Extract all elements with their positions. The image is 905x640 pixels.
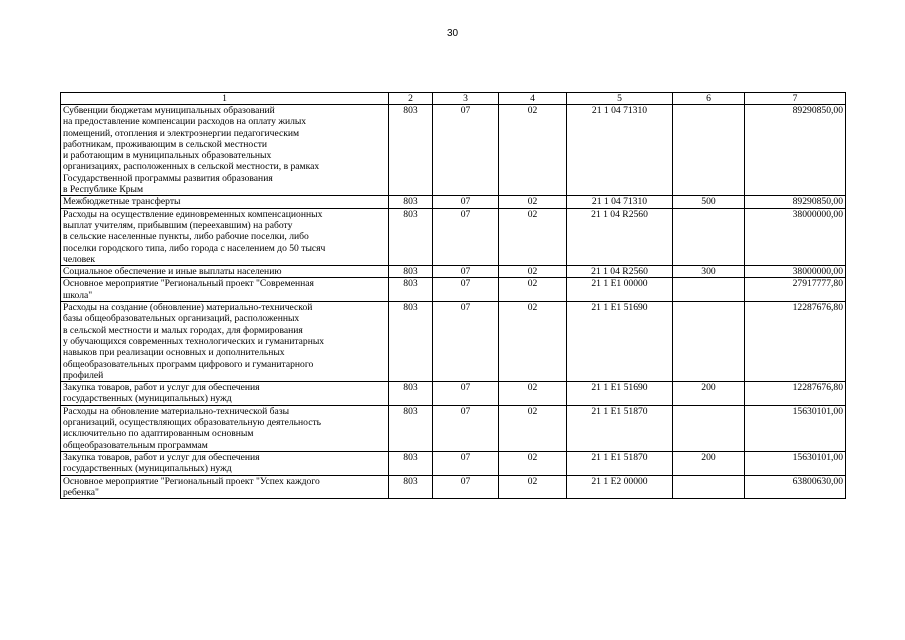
row-target-article: 21 1 04 71310: [567, 196, 673, 208]
row-ministry-code: 803: [389, 405, 433, 451]
row-subsection-code: 02: [499, 208, 567, 265]
row-target-article: 21 1 E1 51690: [567, 382, 673, 406]
row-target-article: 21 1 E1 00000: [567, 278, 673, 302]
row-section-code: 07: [433, 302, 499, 382]
row-section-code: 07: [433, 451, 499, 475]
row-amount: 63800630,00: [745, 475, 846, 499]
row-subsection-code: 02: [499, 451, 567, 475]
row-section-code: 07: [433, 475, 499, 499]
column-header-3: 3: [433, 93, 499, 105]
column-header-4: 4: [499, 93, 567, 105]
row-target-article: 21 1 04 R2560: [567, 208, 673, 265]
row-ministry-code: 803: [389, 105, 433, 196]
row-name: Закупка товаров, работ и услуг для обеспечения государственных (муниципальных) нужд: [61, 451, 389, 475]
row-ministry-code: 803: [389, 208, 433, 265]
row-section-code: 07: [433, 405, 499, 451]
row-expense-type: [673, 208, 745, 265]
row-name: Социальное обеспечение и иные выплаты населению: [61, 266, 389, 278]
budget-table: [60, 92, 846, 499]
table-row: [61, 266, 846, 278]
table-row: [61, 196, 846, 208]
row-name: Закупка товаров, работ и услуг для обеспечения государственных (муниципальных) нужд: [61, 382, 389, 406]
row-amount: 89290850,00: [745, 105, 846, 196]
table-body: [61, 105, 846, 499]
row-subsection-code: 02: [499, 196, 567, 208]
column-header-5: 5: [567, 93, 673, 105]
page-number: 30: [446, 28, 459, 39]
row-ministry-code: 803: [389, 302, 433, 382]
row-ministry-code: 803: [389, 196, 433, 208]
column-header-7: 7: [745, 93, 846, 105]
table-row: [61, 475, 846, 499]
row-name: Субвенции бюджетам муниципальных образований на предоставление компенсации расходов на оплату жилых помещений, отопления и электроэнергии педагогическим работникам, проживающим в сельской местности и работающим в муниципальных образовательных организациях, расположенных в сельской местности, в рамках Государственной программы развития образования в Республике Крым: [61, 105, 389, 196]
table-row: [61, 302, 846, 382]
row-subsection-code: 02: [499, 105, 567, 196]
row-expense-type: [673, 278, 745, 302]
row-section-code: 07: [433, 278, 499, 302]
table-header-row: [61, 93, 846, 105]
row-section-code: 07: [433, 382, 499, 406]
table-row: [61, 208, 846, 265]
column-header-2: 2: [389, 93, 433, 105]
row-expense-type: 300: [673, 266, 745, 278]
row-ministry-code: 803: [389, 382, 433, 406]
row-amount: 38000000,00: [745, 208, 846, 265]
row-name: Межбюджетные трансферты: [61, 196, 389, 208]
row-expense-type: 200: [673, 382, 745, 406]
row-subsection-code: 02: [499, 302, 567, 382]
row-subsection-code: 02: [499, 405, 567, 451]
row-amount: 89290850,00: [745, 196, 846, 208]
row-ministry-code: 803: [389, 278, 433, 302]
row-section-code: 07: [433, 196, 499, 208]
row-ministry-code: 803: [389, 475, 433, 499]
row-target-article: 21 1 E2 00000: [567, 475, 673, 499]
row-target-article: 21 1 E1 51870: [567, 451, 673, 475]
table-row: [61, 278, 846, 302]
row-amount: 38000000,00: [745, 266, 846, 278]
row-expense-type: [673, 475, 745, 499]
row-amount: 12287676,80: [745, 382, 846, 406]
row-ministry-code: 803: [389, 451, 433, 475]
row-target-article: 21 1 04 71310: [567, 105, 673, 196]
row-target-article: 21 1 E1 51690: [567, 302, 673, 382]
row-section-code: 07: [433, 266, 499, 278]
row-subsection-code: 02: [499, 475, 567, 499]
row-subsection-code: 02: [499, 278, 567, 302]
row-expense-type: 200: [673, 451, 745, 475]
row-name: Основное мероприятие "Региональный проект "Современная школа": [61, 278, 389, 302]
row-name: Расходы на обновление материально-технической базы организаций, осуществляющих образовательную деятельность исключительно по адаптированным основным общеобразовательным программам: [61, 405, 389, 451]
table-row: [61, 105, 846, 196]
row-section-code: 07: [433, 208, 499, 265]
row-expense-type: 500: [673, 196, 745, 208]
row-amount: 15630101,00: [745, 451, 846, 475]
row-name: Расходы на создание (обновление) материально-технической базы общеобразовательных организаций, расположенных в сельской местности и малых городах, для формирования у обучающихся современных технологических и гуманитарных навыков при реализации основных и дополнительных общеобразовательных программ цифрового и гуманитарного профилей: [61, 302, 389, 382]
table-row: [61, 382, 846, 406]
table-row: [61, 405, 846, 451]
row-section-code: 07: [433, 105, 499, 196]
row-expense-type: [673, 405, 745, 451]
column-header-1: 1: [61, 93, 389, 105]
row-expense-type: [673, 302, 745, 382]
row-name: Основное мероприятие "Региональный проект "Успех каждого ребенка": [61, 475, 389, 499]
row-expense-type: [673, 105, 745, 196]
row-subsection-code: 02: [499, 266, 567, 278]
row-subsection-code: 02: [499, 382, 567, 406]
row-amount: 15630101,00: [745, 405, 846, 451]
row-name: Расходы на осуществление единовременных компенсационных выплат учителям, прибывшим (переехавшим) на работу в сельские населенные пункты, либо рабочие поселки, либо поселки городского типа, либо города с населением до 50 тысяч человек: [61, 208, 389, 265]
row-amount: 27917777,80: [745, 278, 846, 302]
row-amount: 12287676,80: [745, 302, 846, 382]
table-row: [61, 451, 846, 475]
row-ministry-code: 803: [389, 266, 433, 278]
row-target-article: 21 1 E1 51870: [567, 405, 673, 451]
row-target-article: 21 1 04 R2560: [567, 266, 673, 278]
column-header-6: 6: [673, 93, 745, 105]
